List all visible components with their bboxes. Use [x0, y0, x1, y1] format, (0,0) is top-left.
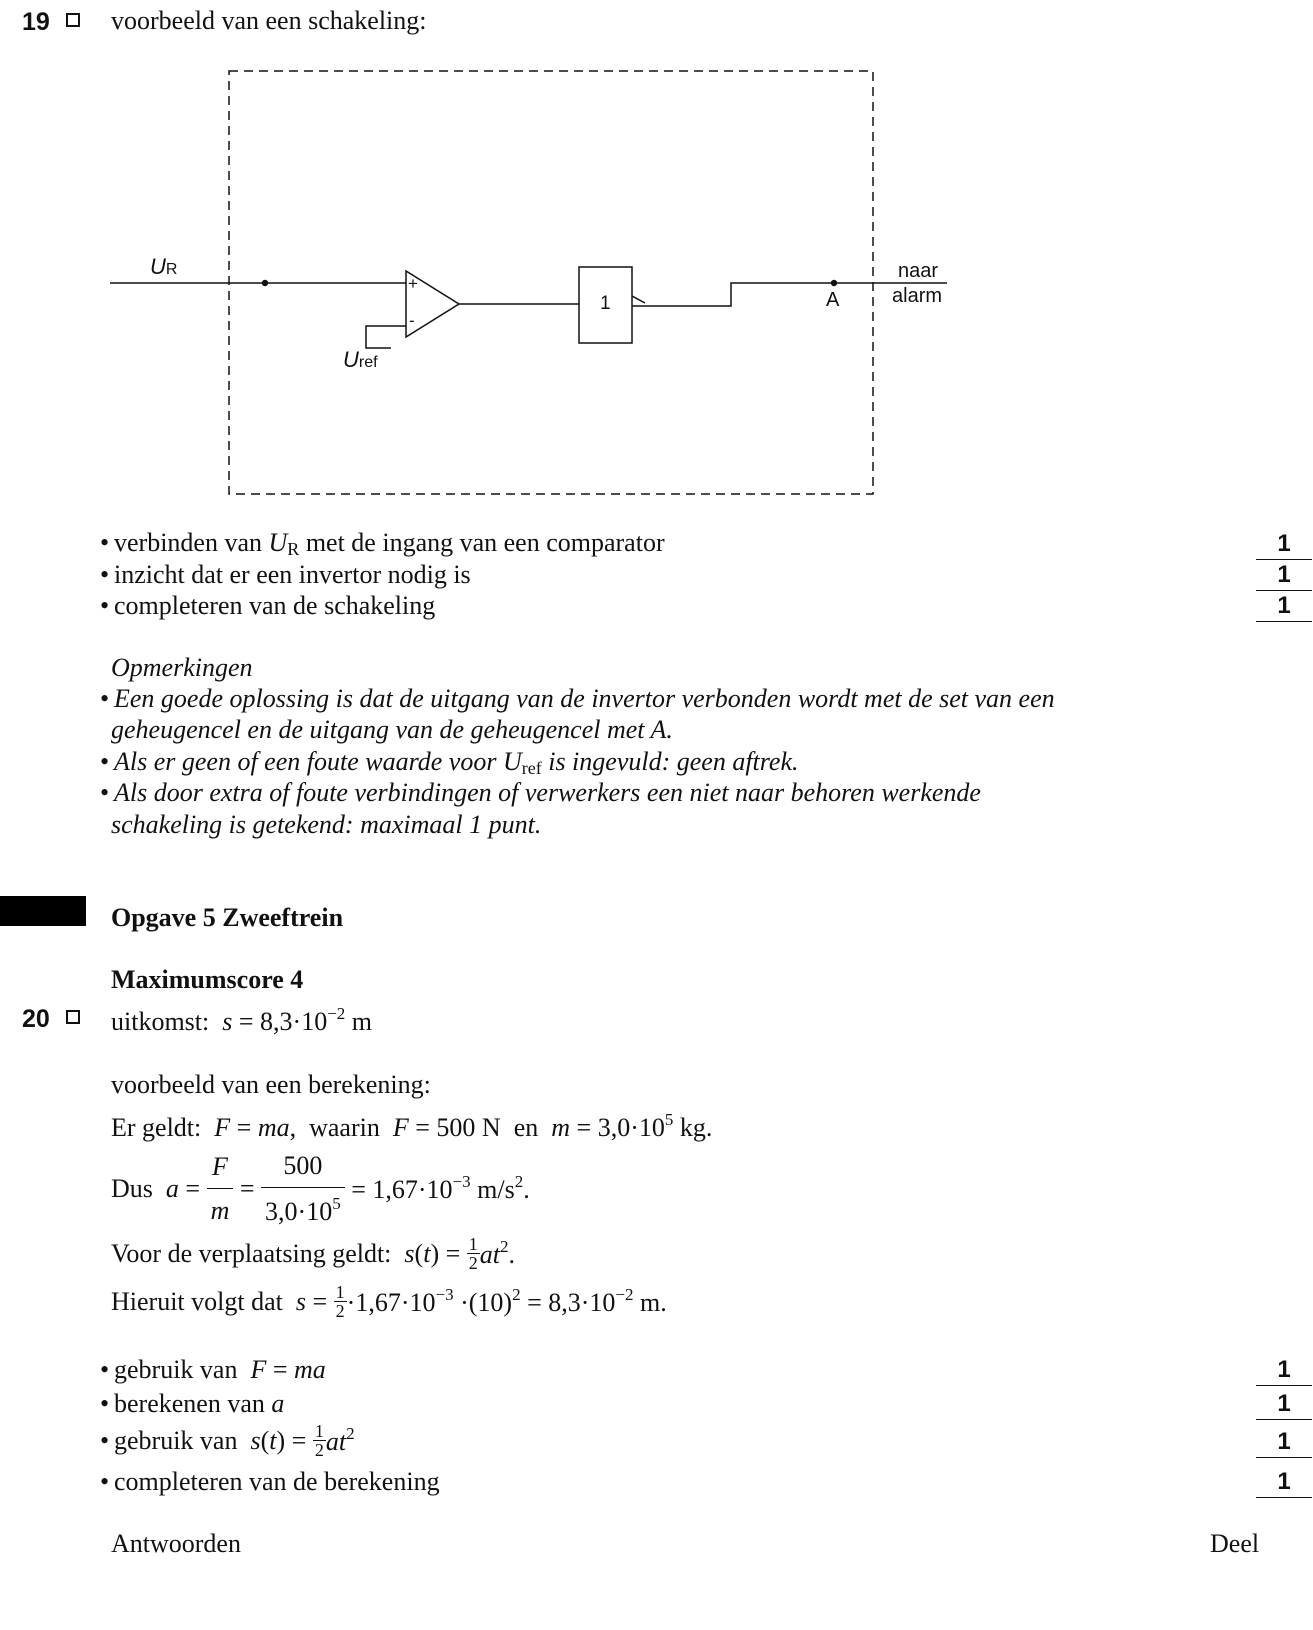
plus-label: +	[408, 274, 418, 293]
q20-score-4: 1	[1256, 1470, 1312, 1498]
input-junction	[262, 280, 268, 286]
q20-score-3: 1	[1256, 1430, 1312, 1458]
calc-line-2: Dus a = $\frac{F}{m}$ = $\frac{500}{3,0\cdot 10^5}$ = $1,67\cdot 10^{-3}$ $m/s^2$.	[111, 1151, 530, 1227]
q19-criterion-3: • completeren van de schakeling	[100, 591, 436, 620]
q19-score-3: 1	[1256, 594, 1312, 622]
remark-3-cont: schakeling is getekend: maximaal 1 punt.	[111, 810, 542, 839]
input-label: UR	[150, 254, 178, 279]
remark-1-cont: geheugencel en de uitgang van de geheugencel met A.	[111, 715, 673, 744]
footer-right: Deel	[1210, 1529, 1260, 1558]
q19-criterion-1: • verbinden van $U_R$ met de ingang van een comparator	[100, 528, 665, 559]
q19-score-1: 1	[1256, 532, 1312, 560]
calc-line-1: Er geldt: F = ma, waarin F = 500 N en $m = 3,0\cdot 10^5$ kg.	[111, 1110, 713, 1142]
footer-left: Antwoorden	[111, 1529, 241, 1558]
invertor-label: 1	[600, 293, 611, 314]
remark-3: • Als door extra of foute verbindingen of verwerkers een niet naar behoren werkende	[100, 778, 981, 807]
calc-line-3: Voor de verplaatsing geldt: s(t) = $\frac{1}{2}$ $at^2$.	[111, 1234, 515, 1273]
result-line: uitkomst: $s = 8,3\cdot 10^{-2}$ m	[111, 1004, 373, 1036]
invertor-output-marker	[632, 296, 645, 303]
question-number-20: 20	[22, 1005, 50, 1033]
minus-label: -	[409, 311, 415, 330]
remarks-title: Opmerkingen	[111, 653, 253, 682]
max-score: Maximumscore 4	[111, 965, 304, 994]
q19-score-2: 1	[1256, 563, 1312, 591]
q19-criterion-2: • inzicht dat er een invertor nodig is	[100, 560, 471, 589]
calc-line-4: Hieruit volgt dat s = $\frac{1}{2}$ $\cdot 1,67\cdot 10^{-3} \cdot(10)^2 = 8,3\cdot 10^{-2}$ m.	[111, 1282, 667, 1321]
question-number-19: 19	[22, 8, 50, 36]
ref-label: Uref	[343, 347, 378, 372]
point-a-junction	[831, 280, 837, 286]
q19-intro: voorbeeld van een schakeling:	[111, 6, 427, 35]
point-a-label: A	[826, 289, 840, 311]
section-marker	[0, 896, 86, 926]
remark-2: • Als er geen of een foute waarde voor $U_{ref}$ is ingevuld: geen aftrek.	[100, 747, 799, 778]
q20-criterion-1: • gebruik van F = ma	[100, 1355, 326, 1384]
calc-intro: voorbeeld van een berekening:	[111, 1070, 431, 1099]
q20-score-1: 1	[1256, 1358, 1312, 1386]
output-label-2: alarm	[892, 285, 943, 307]
q20-criterion-4: • completeren van de berekening	[100, 1467, 440, 1496]
section-title: Opgave 5 Zweeftrein	[111, 903, 344, 932]
checkbox-20[interactable]	[66, 1010, 80, 1024]
remark-1: • Een goede oplossing is dat de uitgang van de invertor verbonden wordt met de set van een	[100, 684, 1055, 713]
output-label-1: naar	[898, 260, 939, 282]
ref-wire	[366, 326, 406, 348]
q20-criterion-3: • gebruik van s(t) = $\frac{1}{2}$ $at^2$	[100, 1421, 355, 1460]
q20-criterion-2: • berekenen van a	[100, 1389, 285, 1418]
q20-score-2: 1	[1256, 1392, 1312, 1420]
